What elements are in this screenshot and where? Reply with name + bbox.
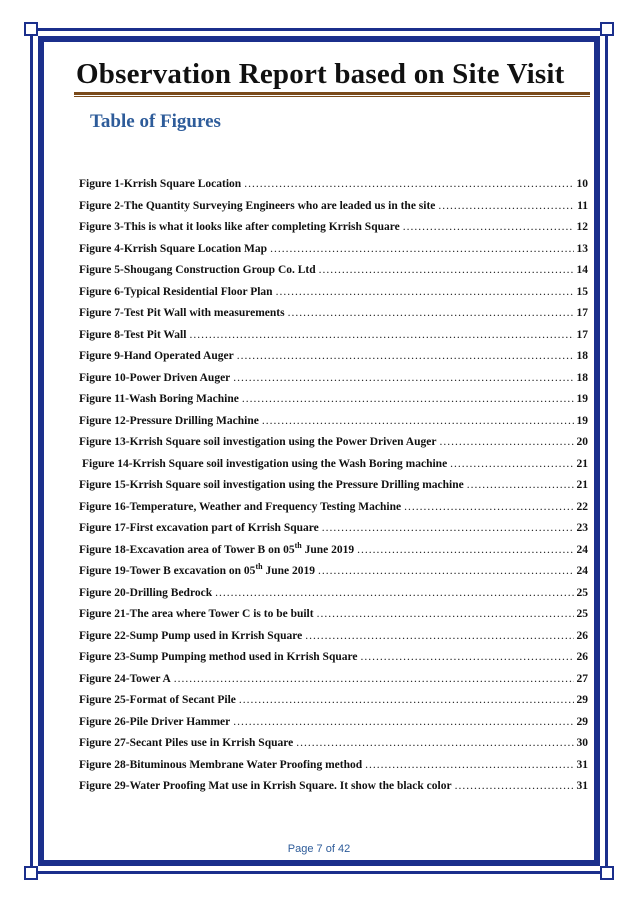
toc-entry-page: 31	[576, 780, 588, 792]
toc-entry-page: 10	[576, 178, 588, 190]
toc-entry-label: Figure 27-Secant Piles use in Krrish Square	[79, 737, 294, 749]
toc-entry-page: 13	[576, 242, 588, 255]
dot-leader	[439, 436, 573, 448]
toc-entry-label: Figure 28-Bituminous Membrane Water Proofing method	[79, 758, 363, 771]
dot-leader	[244, 178, 573, 190]
toc-entry-page: 15	[576, 285, 588, 298]
toc-entry-label	[79, 562, 315, 577]
toc-entry[interactable]	[79, 540, 588, 566]
dot-leader	[288, 307, 574, 319]
toc-entry-page: 11	[577, 199, 588, 212]
toc-entry[interactable]	[79, 329, 588, 351]
toc-entry-page: 23	[576, 522, 588, 534]
toc-entry-page: 30	[576, 737, 588, 749]
toc-entry[interactable]	[79, 522, 588, 544]
dot-leader	[305, 630, 573, 642]
border-corner-ornament	[600, 866, 614, 880]
dot-leader	[455, 780, 574, 792]
toc-entry[interactable]	[79, 286, 588, 308]
dot-leader	[239, 694, 574, 706]
dot-leader	[189, 329, 573, 341]
border-corner-ornament	[24, 866, 38, 880]
toc-entry-page: 12	[576, 221, 588, 233]
toc-entry-page: 25	[576, 608, 588, 620]
toc-entry-page: 19	[576, 393, 588, 405]
toc-entry-page: 25	[576, 586, 588, 599]
dot-leader	[270, 243, 573, 255]
toc-entry-label: Figure 22-Sump Pump used in Krrish Square	[79, 629, 303, 642]
toc-entry-page: 24	[576, 565, 588, 577]
page-footer: Page 7 of 42	[287, 843, 351, 855]
toc-entry-label-text: June 2019	[301, 543, 355, 556]
dot-leader	[233, 716, 573, 728]
toc-entry-page: 24	[576, 543, 588, 556]
toc-entry-label: Figure 21-The area where Tower C is to be built	[79, 608, 314, 620]
dot-leader	[404, 501, 573, 513]
toc-entry-page: 17	[576, 328, 588, 341]
document-title: Observation Report based on Site Visit	[76, 58, 565, 90]
toc-entry-page: 27	[576, 672, 588, 685]
toc-entry-page: 26	[576, 651, 588, 663]
dot-leader	[319, 264, 574, 276]
dot-leader	[296, 737, 573, 749]
toc-entry-label: Figure 13-Krrish Square soil investigation using the Power Driven Auger	[79, 436, 437, 448]
toc-entry-label: Figure 2-The Quantity Surveying Engineers who are leaded us in the site	[79, 199, 436, 212]
dot-leader	[237, 350, 574, 362]
toc-entry-page: 18	[576, 350, 588, 362]
dot-leader	[467, 479, 574, 491]
toc-entry-label: Figure 3-This is what it looks like after completing Krrish Square	[79, 221, 400, 233]
toc-entry[interactable]	[79, 673, 588, 695]
dot-leader	[438, 200, 574, 212]
toc-entry-label: Figure 5-Shougang Construction Group Co. Ltd	[79, 264, 316, 276]
toc-entry[interactable]	[79, 651, 588, 673]
toc-entry-label: Figure 24-Tower A	[79, 672, 171, 685]
toc-entry-page: 29	[576, 715, 588, 728]
toc-entry-label: Figure 29-Water Proofing Mat use in Krrish Square. It show the black color	[79, 780, 452, 792]
toc-entry-label: Figure 9-Hand Operated Auger	[79, 350, 234, 362]
dot-leader	[233, 372, 573, 384]
toc-entry[interactable]	[79, 630, 588, 652]
toc-entry[interactable]	[79, 264, 588, 286]
dot-leader	[317, 608, 574, 620]
table-of-figures	[79, 178, 588, 802]
toc-entry-label: Figure 17-First excavation part of Krrish Square	[79, 522, 319, 534]
dot-leader	[242, 393, 574, 405]
toc-entry-page: 29	[576, 694, 588, 706]
toc-entry-page: 26	[576, 629, 588, 642]
toc-entry-label: Figure 15-Krrish Square soil investigation using the Pressure Drilling machine	[79, 479, 464, 491]
toc-entry-page: 21	[576, 457, 588, 470]
toc-entry-label-text: Figure 19-Tower B excavation on 05	[79, 565, 256, 577]
dot-leader	[361, 651, 574, 663]
dot-leader	[276, 286, 574, 298]
toc-entry[interactable]	[79, 372, 588, 394]
toc-entry-label: Figure 8-Test Pit Wall	[79, 328, 187, 341]
toc-entry-label	[79, 540, 355, 556]
toc-entry-page: 21	[576, 479, 588, 491]
toc-entry-label: Figure 11-Wash Boring Machine	[79, 393, 239, 405]
title-underline	[74, 92, 590, 97]
toc-entry-label: Figure 7-Test Pit Wall with measurements	[79, 307, 285, 319]
toc-entry-label: Figure 14-Krrish Square soil investigation using the Wash Boring machine	[82, 457, 448, 470]
toc-entry-label: Figure 23-Sump Pumping method used in Krrish Square	[79, 651, 358, 663]
dot-leader	[322, 522, 574, 534]
toc-entry-label: Figure 20-Drilling Bedrock	[79, 586, 213, 599]
toc-entry[interactable]	[79, 221, 588, 243]
toc-entry[interactable]	[79, 608, 588, 630]
toc-heading: Table of Figures	[90, 111, 221, 132]
dot-leader	[174, 673, 574, 685]
dot-leader	[215, 587, 573, 599]
toc-entry[interactable]	[79, 307, 588, 329]
toc-entry-label: Figure 12-Pressure Drilling Machine	[79, 414, 259, 427]
toc-entry-label: Figure 4-Krrish Square Location Map	[79, 242, 268, 255]
toc-entry-page: 22	[576, 500, 588, 513]
toc-entry[interactable]	[79, 562, 588, 587]
ordinal-suffix: th	[255, 562, 263, 572]
toc-entry[interactable]	[79, 694, 588, 716]
toc-entry-label: Figure 6-Typical Residential Floor Plan	[79, 285, 273, 298]
toc-entry-page: 20	[576, 436, 588, 448]
dot-leader	[318, 565, 574, 577]
toc-entry-page: 31	[576, 758, 588, 771]
toc-entry-label: Figure 26-Pile Driver Hammer	[79, 715, 231, 728]
toc-entry[interactable]	[79, 243, 588, 265]
toc-entry-page: 14	[576, 264, 588, 276]
toc-entry-label: Figure 25-Format of Secant Pile	[79, 694, 236, 706]
dot-leader	[262, 415, 574, 427]
toc-entry[interactable]	[79, 759, 588, 781]
toc-entry-label-text: Figure 18-Excavation area of Tower B on 05	[79, 543, 295, 556]
toc-entry[interactable]	[79, 200, 588, 222]
toc-entry[interactable]	[79, 350, 588, 372]
dot-leader	[365, 759, 573, 771]
toc-entry[interactable]	[79, 737, 588, 759]
toc-entry-label-text: June 2019	[262, 565, 315, 577]
dot-leader	[450, 458, 573, 470]
toc-entry[interactable]	[79, 178, 588, 200]
border-corner-ornament	[600, 22, 614, 36]
toc-entry-page: 18	[576, 371, 588, 384]
dot-leader	[403, 221, 574, 233]
toc-entry-label: Figure 1-Krrish Square Location	[79, 178, 242, 190]
dot-leader	[357, 544, 573, 556]
toc-entry[interactable]	[79, 458, 588, 480]
toc-entry-page: 17	[576, 307, 588, 319]
toc-entry[interactable]	[79, 716, 588, 738]
toc-entry-label: Figure 16-Temperature, Weather and Frequency Testing Machine	[79, 500, 402, 513]
toc-entry[interactable]	[79, 479, 588, 501]
toc-entry-page: 19	[576, 414, 588, 427]
toc-entry[interactable]	[79, 501, 588, 523]
toc-entry[interactable]	[79, 415, 588, 437]
toc-entry-label: Figure 10-Power Driven Auger	[79, 371, 231, 384]
toc-entry[interactable]	[79, 587, 588, 609]
ordinal-suffix: th	[294, 540, 302, 550]
toc-entry[interactable]	[79, 780, 588, 802]
border-corner-ornament	[24, 22, 38, 36]
toc-entry[interactable]	[79, 436, 588, 458]
toc-entry[interactable]	[79, 393, 588, 415]
